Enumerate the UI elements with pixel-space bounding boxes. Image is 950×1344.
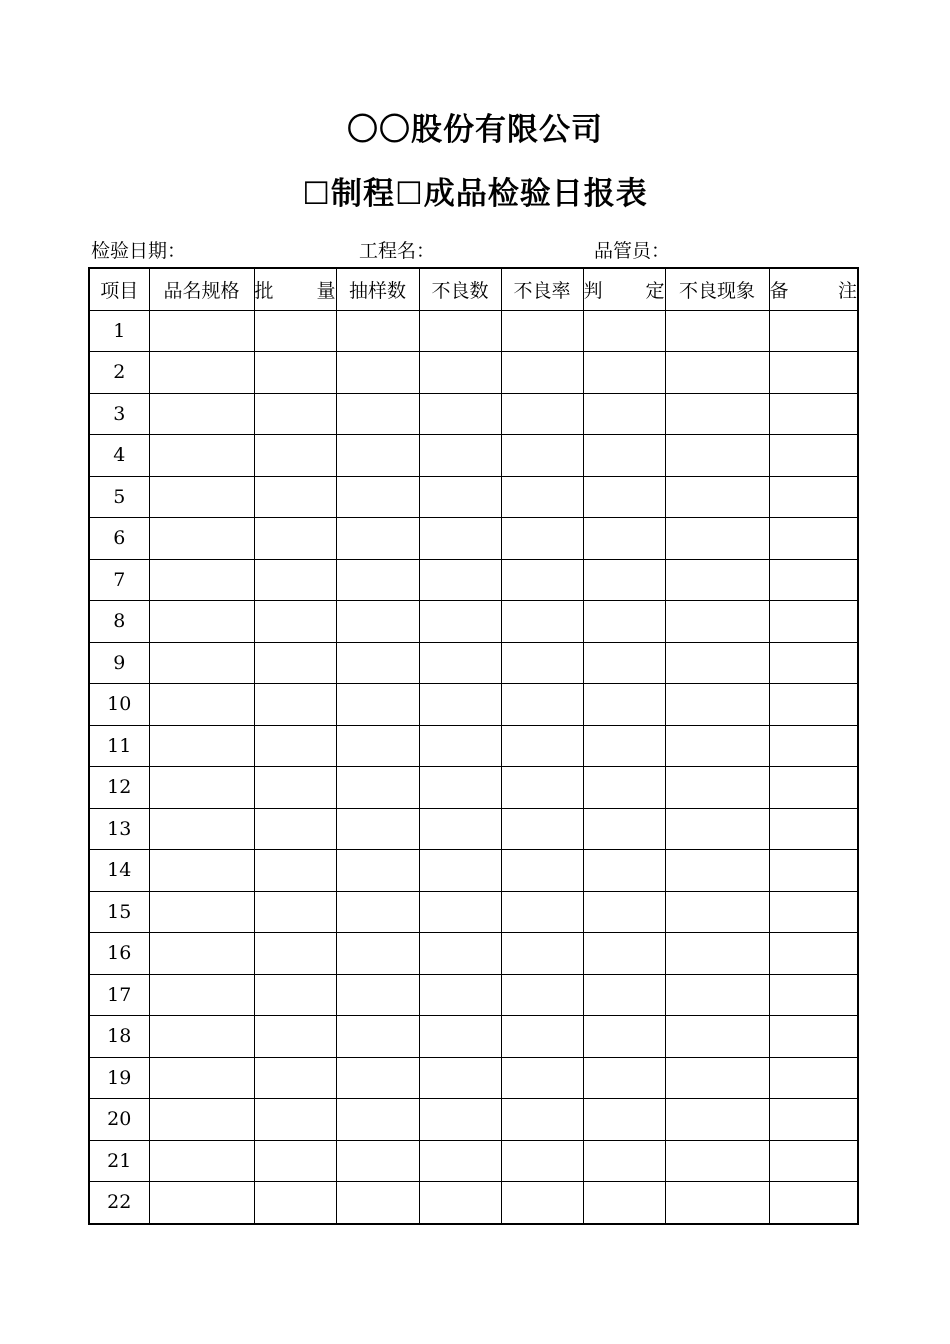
judgment-cell[interactable] xyxy=(583,767,665,809)
sample-size-cell[interactable] xyxy=(336,767,419,809)
product-spec-cell[interactable] xyxy=(149,352,254,394)
judgment-cell[interactable] xyxy=(583,974,665,1016)
process-name-label: 工程名： xyxy=(359,240,436,262)
judgment-cell[interactable] xyxy=(583,642,665,684)
sample-size-cell[interactable] xyxy=(336,1099,419,1141)
judgment-cell[interactable] xyxy=(583,891,665,933)
batch-qty-cell[interactable] xyxy=(254,1140,336,1182)
table-row xyxy=(89,725,858,767)
remarks-cell[interactable] xyxy=(769,1057,858,1099)
row-number: 4 xyxy=(89,435,149,477)
row-number: 1 xyxy=(89,310,149,352)
defect-rate-cell[interactable] xyxy=(501,352,583,394)
product-spec-cell[interactable] xyxy=(149,725,254,767)
product-spec-cell[interactable] xyxy=(149,974,254,1016)
defect-phenomenon-cell[interactable] xyxy=(665,642,769,684)
table-row xyxy=(89,684,858,726)
remarks-cell[interactable] xyxy=(769,767,858,809)
defect-phenomenon-cell[interactable] xyxy=(665,891,769,933)
defect-count-cell[interactable] xyxy=(419,393,501,435)
judgment-cell[interactable] xyxy=(583,1099,665,1141)
defect-rate-cell[interactable] xyxy=(501,1099,583,1141)
defect-count-cell[interactable] xyxy=(419,642,501,684)
judgment-cell[interactable] xyxy=(583,435,665,477)
sample-size-cell[interactable] xyxy=(336,808,419,850)
product-spec-cell[interactable] xyxy=(149,393,254,435)
defect-rate-cell[interactable] xyxy=(501,601,583,643)
table-row xyxy=(89,559,858,601)
defect-rate-cell[interactable] xyxy=(501,767,583,809)
sample-size-cell[interactable] xyxy=(336,850,419,892)
batch-qty-cell[interactable] xyxy=(254,1182,336,1224)
product-spec-cell[interactable] xyxy=(149,1182,254,1224)
remarks-cell[interactable] xyxy=(769,352,858,394)
judgment-cell[interactable] xyxy=(583,933,665,975)
table-row xyxy=(89,435,858,477)
defect-phenomenon-cell[interactable] xyxy=(665,1016,769,1058)
company-title: 〇〇股份有限公司 xyxy=(347,112,603,148)
sample-size-cell[interactable] xyxy=(336,518,419,560)
batch-qty-cell[interactable] xyxy=(254,1099,336,1141)
defect-count-cell[interactable] xyxy=(419,808,501,850)
defect-rate-cell[interactable] xyxy=(501,1057,583,1099)
row-number: 21 xyxy=(89,1140,149,1182)
defect-count-cell[interactable] xyxy=(419,974,501,1016)
defect-count-cell[interactable] xyxy=(419,1182,501,1224)
batch-qty-cell[interactable] xyxy=(254,601,336,643)
table-row xyxy=(89,850,858,892)
defect-count-cell[interactable] xyxy=(419,559,501,601)
product-spec-cell[interactable] xyxy=(149,310,254,352)
defect-rate-cell[interactable] xyxy=(501,559,583,601)
defect-phenomenon-cell[interactable] xyxy=(665,1182,769,1224)
row-number: 12 xyxy=(89,767,149,809)
remarks-cell[interactable] xyxy=(769,518,858,560)
table-row xyxy=(89,642,858,684)
report-body xyxy=(89,310,858,1224)
defect-count-cell[interactable] xyxy=(419,352,501,394)
batch-qty-cell[interactable] xyxy=(254,933,336,975)
table-row xyxy=(89,933,858,975)
remarks-cell[interactable] xyxy=(769,933,858,975)
remarks-cell[interactable] xyxy=(769,891,858,933)
product-spec-cell[interactable] xyxy=(149,601,254,643)
sample-size-cell[interactable] xyxy=(336,476,419,518)
row-number: 17 xyxy=(89,974,149,1016)
batch-qty-cell[interactable] xyxy=(254,352,336,394)
judgment-cell[interactable] xyxy=(583,518,665,560)
defect-phenomenon-cell[interactable] xyxy=(665,767,769,809)
product-spec-cell[interactable] xyxy=(149,808,254,850)
judgment-cell[interactable] xyxy=(583,601,665,643)
header-batch-qty: 批 量 xyxy=(254,268,336,310)
judgment-cell[interactable] xyxy=(583,1016,665,1058)
remarks-cell[interactable] xyxy=(769,725,858,767)
sample-size-cell[interactable] xyxy=(336,684,419,726)
defect-count-cell[interactable] xyxy=(419,725,501,767)
table-row xyxy=(89,1057,858,1099)
defect-rate-cell[interactable] xyxy=(501,642,583,684)
defect-rate-cell[interactable] xyxy=(501,808,583,850)
row-number: 3 xyxy=(89,393,149,435)
sample-size-cell[interactable] xyxy=(336,601,419,643)
judgment-cell[interactable] xyxy=(583,1057,665,1099)
batch-qty-cell[interactable] xyxy=(254,393,336,435)
product-spec-cell[interactable] xyxy=(149,1099,254,1141)
sample-size-cell[interactable] xyxy=(336,642,419,684)
sample-size-cell[interactable] xyxy=(336,1140,419,1182)
batch-qty-cell[interactable] xyxy=(254,1016,336,1058)
qc-staff-label: 品管员： xyxy=(594,240,671,262)
row-number: 6 xyxy=(89,518,149,560)
batch-qty-cell[interactable] xyxy=(254,310,336,352)
defect-phenomenon-cell[interactable] xyxy=(665,476,769,518)
defect-phenomenon-cell[interactable] xyxy=(665,559,769,601)
remarks-cell[interactable] xyxy=(769,974,858,1016)
header-defect-phenomenon: 不良现象 xyxy=(665,268,769,310)
header-judgment: 判 定 xyxy=(583,268,665,310)
row-number: 15 xyxy=(89,891,149,933)
batch-qty-cell[interactable] xyxy=(254,891,336,933)
defect-phenomenon-cell[interactable] xyxy=(665,1057,769,1099)
defect-phenomenon-cell[interactable] xyxy=(665,310,769,352)
product-spec-cell[interactable] xyxy=(149,476,254,518)
defect-count-cell[interactable] xyxy=(419,1057,501,1099)
remarks-cell[interactable] xyxy=(769,435,858,477)
batch-qty-cell[interactable] xyxy=(254,518,336,560)
defect-rate-cell[interactable] xyxy=(501,1140,583,1182)
product-spec-cell[interactable] xyxy=(149,1140,254,1182)
defect-count-cell[interactable] xyxy=(419,435,501,477)
defect-phenomenon-cell[interactable] xyxy=(665,1099,769,1141)
defect-count-cell[interactable] xyxy=(419,1140,501,1182)
judgment-cell[interactable] xyxy=(583,1182,665,1224)
defect-count-cell[interactable] xyxy=(419,767,501,809)
sample-size-cell[interactable] xyxy=(336,393,419,435)
defect-rate-cell[interactable] xyxy=(501,974,583,1016)
header-product-spec: 品名规格 xyxy=(149,268,254,310)
table-row xyxy=(89,393,858,435)
table-row xyxy=(89,767,858,809)
product-spec-cell[interactable] xyxy=(149,1016,254,1058)
defect-phenomenon-cell[interactable] xyxy=(665,518,769,560)
product-spec-cell[interactable] xyxy=(149,850,254,892)
remarks-cell[interactable] xyxy=(769,1140,858,1182)
defect-rate-cell[interactable] xyxy=(501,393,583,435)
defect-phenomenon-cell[interactable] xyxy=(665,601,769,643)
header-sample-size: 抽样数 xyxy=(336,268,419,310)
defect-rate-cell[interactable] xyxy=(501,476,583,518)
defect-phenomenon-cell[interactable] xyxy=(665,352,769,394)
sample-size-cell[interactable] xyxy=(336,1182,419,1224)
row-number: 11 xyxy=(89,725,149,767)
row-number: 2 xyxy=(89,352,149,394)
judgment-cell[interactable] xyxy=(583,725,665,767)
row-number: 19 xyxy=(89,1057,149,1099)
batch-qty-cell[interactable] xyxy=(254,1057,336,1099)
sample-size-cell[interactable] xyxy=(336,435,419,477)
product-spec-cell[interactable] xyxy=(149,435,254,477)
sample-size-cell[interactable] xyxy=(336,352,419,394)
inspection-date-label: 检验日期： xyxy=(91,240,187,262)
row-number: 16 xyxy=(89,933,149,975)
row-number: 20 xyxy=(89,1099,149,1141)
product-spec-cell[interactable] xyxy=(149,642,254,684)
product-spec-cell[interactable] xyxy=(149,891,254,933)
row-number: 5 xyxy=(89,476,149,518)
row-number: 22 xyxy=(89,1182,149,1224)
sample-size-cell[interactable] xyxy=(336,891,419,933)
defect-count-cell[interactable] xyxy=(419,1016,501,1058)
inspection-report-table xyxy=(88,267,859,1225)
batch-qty-cell[interactable] xyxy=(254,808,336,850)
judgment-cell[interactable] xyxy=(583,352,665,394)
defect-phenomenon-cell[interactable] xyxy=(665,808,769,850)
row-number: 9 xyxy=(89,642,149,684)
batch-qty-cell[interactable] xyxy=(254,767,336,809)
defect-phenomenon-cell[interactable] xyxy=(665,684,769,726)
product-spec-cell[interactable] xyxy=(149,518,254,560)
defect-count-cell[interactable] xyxy=(419,1099,501,1141)
header-row xyxy=(89,268,858,310)
remarks-cell[interactable] xyxy=(769,393,858,435)
defect-phenomenon-cell[interactable] xyxy=(665,725,769,767)
defect-count-cell[interactable] xyxy=(419,476,501,518)
table-row xyxy=(89,310,858,352)
table-row xyxy=(89,1140,858,1182)
row-number: 13 xyxy=(89,808,149,850)
product-spec-cell[interactable] xyxy=(149,933,254,975)
remarks-cell[interactable] xyxy=(769,642,858,684)
remarks-cell[interactable] xyxy=(769,1182,858,1224)
judgment-cell[interactable] xyxy=(583,559,665,601)
defect-rate-cell[interactable] xyxy=(501,933,583,975)
remarks-cell[interactable] xyxy=(769,684,858,726)
sample-size-cell[interactable] xyxy=(336,933,419,975)
header-item: 项目 xyxy=(89,268,149,310)
defect-rate-cell[interactable] xyxy=(501,850,583,892)
row-number: 14 xyxy=(89,850,149,892)
defect-rate-cell[interactable] xyxy=(501,1182,583,1224)
table-row xyxy=(89,891,858,933)
judgment-cell[interactable] xyxy=(583,393,665,435)
defect-rate-cell[interactable] xyxy=(501,310,583,352)
batch-qty-cell[interactable] xyxy=(254,559,336,601)
product-spec-cell[interactable] xyxy=(149,559,254,601)
defect-count-cell[interactable] xyxy=(419,518,501,560)
header-remarks: 备 注 xyxy=(769,268,858,310)
batch-qty-cell[interactable] xyxy=(254,642,336,684)
table-row xyxy=(89,808,858,850)
table-row xyxy=(89,1099,858,1141)
defect-phenomenon-cell[interactable] xyxy=(665,393,769,435)
remarks-cell[interactable] xyxy=(769,310,858,352)
table-row xyxy=(89,1016,858,1058)
product-spec-cell[interactable] xyxy=(149,767,254,809)
defect-phenomenon-cell[interactable] xyxy=(665,435,769,477)
remarks-cell[interactable] xyxy=(769,850,858,892)
defect-rate-cell[interactable] xyxy=(501,518,583,560)
row-number: 7 xyxy=(89,559,149,601)
sample-size-cell[interactable] xyxy=(336,725,419,767)
defect-phenomenon-cell[interactable] xyxy=(665,933,769,975)
row-number: 18 xyxy=(89,1016,149,1058)
sample-size-cell[interactable] xyxy=(336,1016,419,1058)
judgment-cell[interactable] xyxy=(583,476,665,518)
batch-qty-cell[interactable] xyxy=(254,850,336,892)
batch-qty-cell[interactable] xyxy=(254,476,336,518)
sample-size-cell[interactable] xyxy=(336,974,419,1016)
defect-count-cell[interactable] xyxy=(419,933,501,975)
table-row xyxy=(89,1182,858,1224)
judgment-cell[interactable] xyxy=(583,808,665,850)
sample-size-cell[interactable] xyxy=(336,1057,419,1099)
defect-phenomenon-cell[interactable] xyxy=(665,974,769,1016)
defect-count-cell[interactable] xyxy=(419,684,501,726)
product-spec-cell[interactable] xyxy=(149,684,254,726)
header-defect-rate: 不良率 xyxy=(501,268,583,310)
defect-rate-cell[interactable] xyxy=(501,891,583,933)
table-row xyxy=(89,601,858,643)
defect-rate-cell[interactable] xyxy=(501,725,583,767)
row-number: 10 xyxy=(89,684,149,726)
defect-count-cell[interactable] xyxy=(419,310,501,352)
remarks-cell[interactable] xyxy=(769,476,858,518)
defect-count-cell[interactable] xyxy=(419,850,501,892)
defect-phenomenon-cell[interactable] xyxy=(665,1140,769,1182)
defect-phenomenon-cell[interactable] xyxy=(665,850,769,892)
judgment-cell[interactable] xyxy=(583,310,665,352)
remarks-cell[interactable] xyxy=(769,1016,858,1058)
report-title: ☐制程☐成品检验日报表 xyxy=(302,176,648,212)
batch-qty-cell[interactable] xyxy=(254,974,336,1016)
defect-rate-cell[interactable] xyxy=(501,435,583,477)
defect-count-cell[interactable] xyxy=(419,601,501,643)
table-row xyxy=(89,974,858,1016)
batch-qty-cell[interactable] xyxy=(254,725,336,767)
remarks-cell[interactable] xyxy=(769,559,858,601)
batch-qty-cell[interactable] xyxy=(254,684,336,726)
judgment-cell[interactable] xyxy=(583,684,665,726)
defect-count-cell[interactable] xyxy=(419,891,501,933)
table-row xyxy=(89,352,858,394)
remarks-cell[interactable] xyxy=(769,808,858,850)
judgment-cell[interactable] xyxy=(583,1140,665,1182)
sample-size-cell[interactable] xyxy=(336,310,419,352)
defect-rate-cell[interactable] xyxy=(501,1016,583,1058)
remarks-cell[interactable] xyxy=(769,1099,858,1141)
defect-rate-cell[interactable] xyxy=(501,684,583,726)
judgment-cell[interactable] xyxy=(583,850,665,892)
table-row xyxy=(89,476,858,518)
row-number: 8 xyxy=(89,601,149,643)
sample-size-cell[interactable] xyxy=(336,559,419,601)
table-row xyxy=(89,518,858,560)
batch-qty-cell[interactable] xyxy=(254,435,336,477)
header-defect-count: 不良数 xyxy=(419,268,501,310)
product-spec-cell[interactable] xyxy=(149,1057,254,1099)
remarks-cell[interactable] xyxy=(769,601,858,643)
